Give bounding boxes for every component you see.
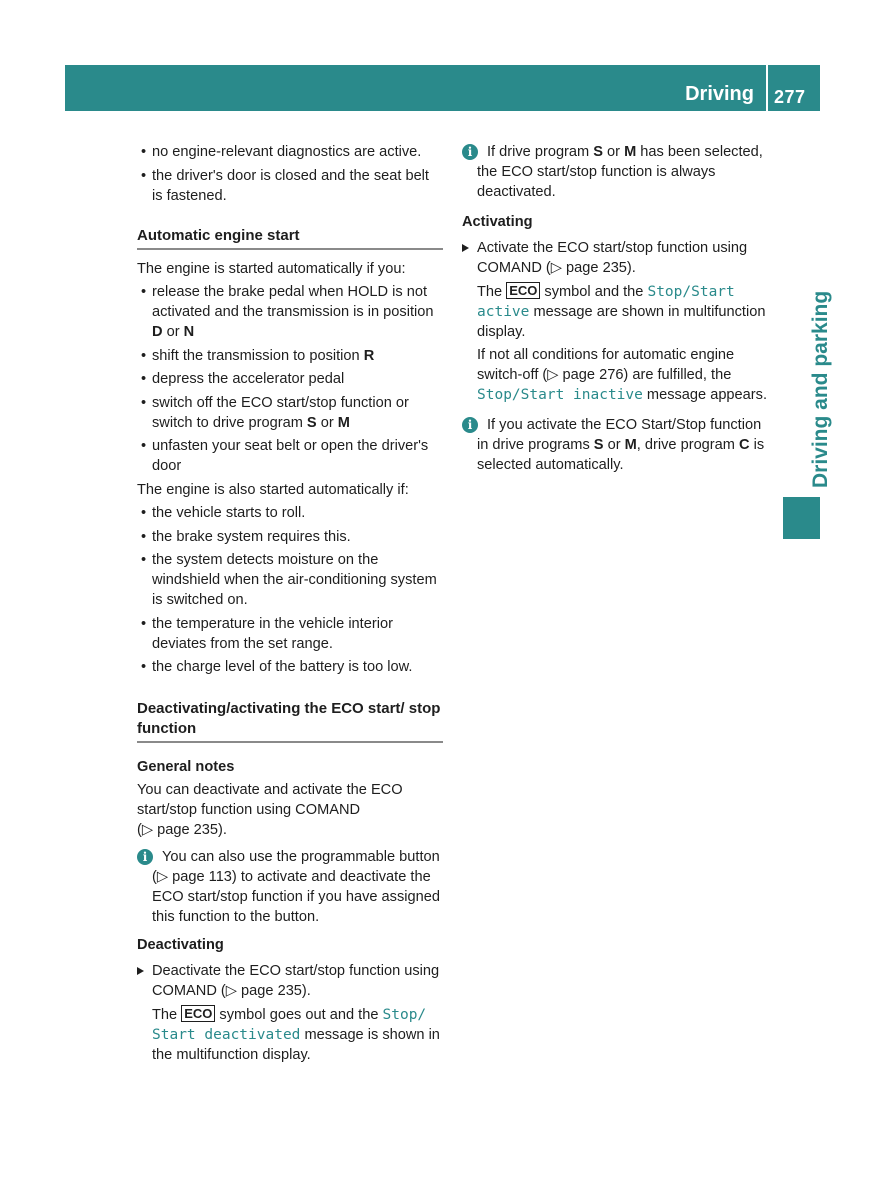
subheading-activating: Activating bbox=[462, 214, 533, 230]
step-text: Deactivate the ECO start/stop function using COMAND (▷ page 235). bbox=[152, 963, 440, 999]
triangle-right-icon bbox=[137, 967, 144, 975]
side-tab-marker bbox=[783, 497, 820, 539]
info-text: If you activate the ECO Start/Stop function in drive programs S or M, drive program C is selected automatically. bbox=[477, 417, 765, 473]
info-text: If drive program S or M has been selected, the ECO start/stop function is always deactivated. bbox=[477, 144, 763, 200]
info-icon: i bbox=[137, 849, 153, 865]
list-item: • the system detects moisture on the windshield when the air-conditioning system is switched on. bbox=[137, 550, 443, 610]
triangle-right-icon bbox=[462, 244, 469, 252]
instruction-step bbox=[462, 238, 772, 278]
step-result: The ECO symbol goes out and the Stop/ Start deactivated message is shown in the multifunction display. bbox=[152, 1005, 440, 1063]
eco-symbol: ECO bbox=[506, 282, 540, 299]
section-heading-deactivating-activating: Deactivating/activating the ECO start/ stop function bbox=[137, 699, 443, 743]
start-conditions-list bbox=[137, 282, 443, 476]
section-heading-automatic-start: Automatic engine start bbox=[137, 226, 443, 250]
left-column bbox=[137, 142, 443, 1068]
intro-bullet-list bbox=[137, 142, 443, 206]
side-tab-label: Driving and parking bbox=[809, 290, 832, 488]
page-number: 277 bbox=[774, 87, 806, 107]
paragraph: The engine is also started automatically if: bbox=[137, 481, 409, 498]
list-item: • release the brake pedal when HOLD is not activated and the transmission is in position D or N bbox=[137, 282, 443, 342]
also-start-list bbox=[137, 503, 443, 677]
info-note bbox=[462, 415, 772, 475]
eco-symbol: ECO bbox=[181, 1005, 215, 1022]
paragraph: You can deactivate and activate the ECO start/stop function using COMAND bbox=[137, 782, 403, 818]
list-item: • depress the accelerator pedal bbox=[137, 369, 443, 389]
paragraph: The engine is started automatically if you: bbox=[137, 260, 406, 277]
page-reference: (▷ page 235). bbox=[137, 822, 227, 838]
subheading-deactivating: Deactivating bbox=[137, 937, 224, 953]
header-bar bbox=[65, 65, 766, 111]
display-message: Stop/Start active bbox=[477, 283, 735, 320]
list-item: • switch off the ECO start/stop function or switch to drive program S or M bbox=[137, 393, 443, 433]
info-note bbox=[462, 142, 772, 202]
list-item: • the brake system requires this. bbox=[137, 527, 443, 547]
display-message: Stop/Start inactive bbox=[477, 387, 643, 403]
header-title: Driving bbox=[685, 83, 754, 105]
page-number-box bbox=[768, 65, 820, 111]
list-item: • the temperature in the vehicle interior deviates from the set range. bbox=[137, 614, 443, 654]
display-message: Stop/ Start deactivated bbox=[152, 1006, 427, 1043]
step-condition: If not all conditions for automatic engine switch-off (▷ page 276) are fulfilled, the Stop/Start inactive message appears. bbox=[477, 347, 767, 403]
info-text: You can also use the programmable button (▷ page 113) to activate and deactivate the ECO start/stop function if you have assigned this function to the button. bbox=[152, 849, 440, 925]
info-icon: i bbox=[462, 417, 478, 433]
instruction-step bbox=[137, 961, 443, 1001]
subheading-general-notes: General notes bbox=[137, 759, 235, 775]
info-note bbox=[137, 847, 443, 927]
info-icon: i bbox=[462, 144, 478, 160]
list-item: • the vehicle starts to roll. bbox=[137, 503, 443, 523]
list-item: • unfasten your seat belt or open the driver's door bbox=[137, 436, 443, 476]
list-item: • no engine-relevant diagnostics are active. bbox=[137, 142, 443, 162]
right-column bbox=[462, 142, 772, 479]
step-text: Activate the ECO start/stop function using COMAND (▷ page 235). bbox=[477, 240, 748, 276]
step-result: The ECO symbol and the Stop/Start active message are shown in multifunction display. bbox=[477, 282, 766, 340]
list-item: • shift the transmission to position R bbox=[137, 346, 443, 366]
list-item: • the driver's door is closed and the seat belt is fastened. bbox=[137, 166, 443, 206]
list-item: • the charge level of the battery is too low. bbox=[137, 657, 443, 677]
